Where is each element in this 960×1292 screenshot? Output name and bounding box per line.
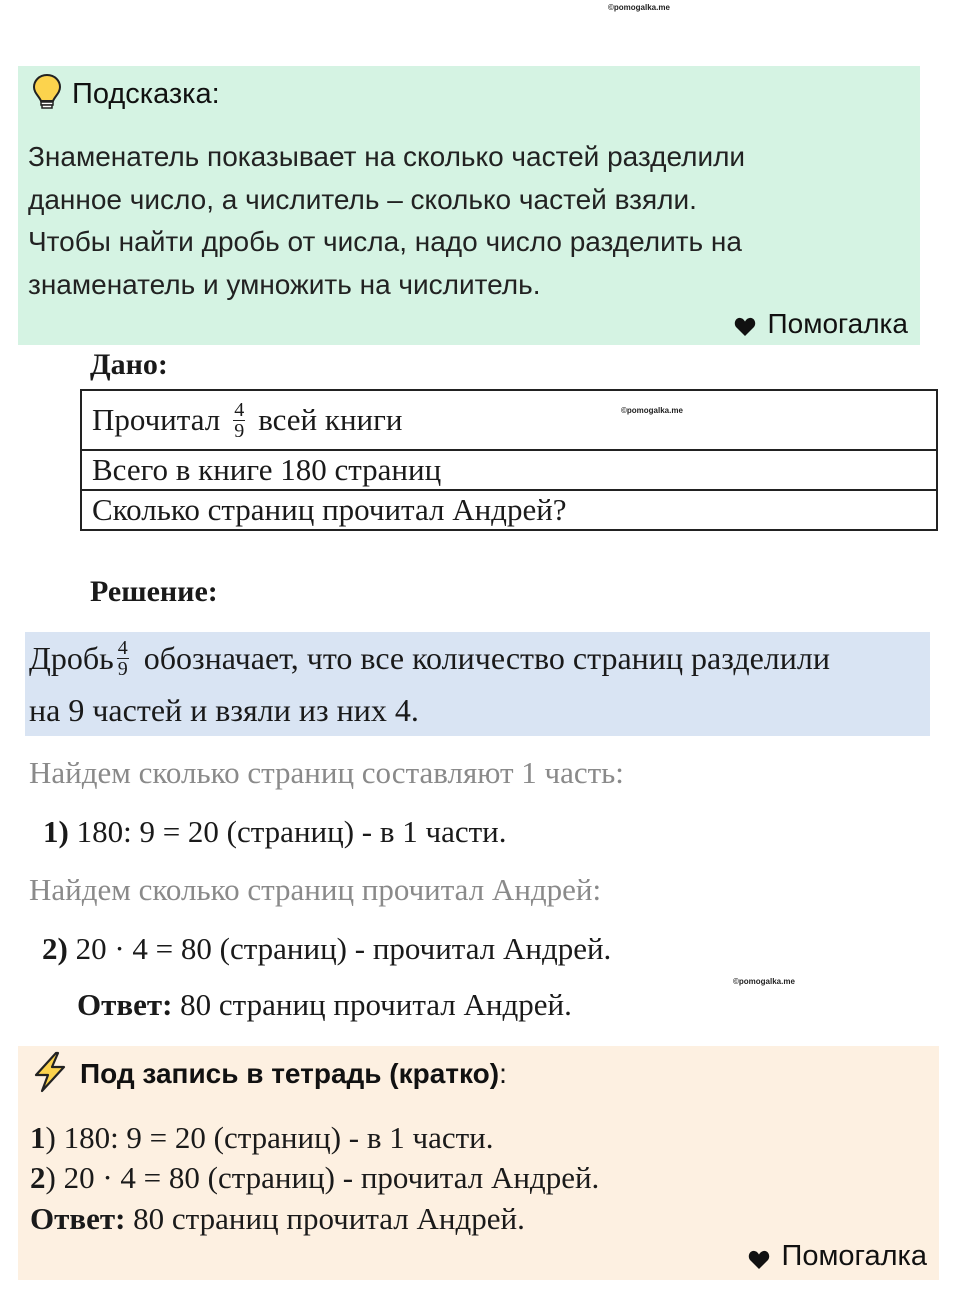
- answer-text: 80 страниц прочитал Андрей.: [125, 1201, 525, 1236]
- watermark-answer: ©pomogalka.me: [733, 977, 795, 986]
- heart-icon: [734, 313, 756, 335]
- hint-header: [32, 74, 220, 114]
- hint-line: Знаменатель показывает на сколько частей разделили: [28, 141, 746, 172]
- fraction-denominator: 9: [117, 658, 128, 680]
- hint-text: [28, 136, 908, 306]
- step-text: 180: 9 = 20 (страниц) - в 1 части.: [68, 814, 507, 849]
- notebook-brand: [748, 1240, 927, 1273]
- notebook-line-2: [30, 1160, 599, 1196]
- hint-box: [18, 66, 920, 345]
- step-number: 1): [43, 814, 69, 849]
- step-number: 2: [30, 1160, 46, 1195]
- given-row-question: Сколько страниц прочитал Андрей?: [92, 492, 567, 527]
- notebook-line-3: [30, 1201, 525, 1237]
- watermark-top: ©pomogalka.me: [608, 3, 670, 12]
- hint-line: знаменатель и умножить на числитель.: [28, 268, 541, 300]
- given-row-total: Всего в книге 180 страниц: [82, 451, 936, 491]
- hint-line: данное число, а числитель – сколько частей взяли.: [28, 183, 697, 215]
- explanation-text: обозначает, что все количество страниц разделили: [143, 640, 830, 676]
- fraction-numerator: 4: [117, 637, 128, 659]
- fraction: [116, 638, 130, 679]
- step-1: [43, 814, 507, 850]
- solution-label: Решение:: [90, 575, 218, 608]
- heart-icon: [748, 1246, 770, 1268]
- given-row-read: [82, 391, 936, 451]
- answer-text: 80 страниц прочитал Андрей.: [172, 987, 572, 1022]
- brand-label: Помогалка: [781, 1240, 927, 1272]
- hint-brand: [734, 308, 908, 340]
- step-number: 2): [42, 931, 68, 966]
- explanation-line: на 9 частей и взяли из них 4.: [29, 692, 419, 728]
- step-text: ) 180: 9 = 20 (страниц) - в 1 части.: [45, 1120, 494, 1155]
- fraction-denominator: 9: [234, 419, 245, 442]
- lightbulb-icon: [32, 73, 62, 116]
- step-2: [42, 931, 611, 967]
- fraction: [232, 400, 246, 441]
- hint-line: Чтобы найти дробь от числа, надо число разделить на: [28, 226, 742, 257]
- watermark-table: ©pomogalka.me: [621, 406, 683, 415]
- hint-title: Подсказка:: [72, 77, 220, 110]
- answer: [77, 987, 572, 1023]
- step-hint: Найдем сколько страниц составляют 1 часть:: [29, 755, 624, 790]
- brand-label: Помогалка: [767, 308, 908, 339]
- given-row-text: всей книги: [258, 402, 403, 437]
- notebook-title-text: Под запись в тетрадь (кратко): [80, 1058, 500, 1089]
- notebook-title: [80, 1058, 507, 1090]
- given-row-text: Прочитал: [92, 402, 221, 437]
- explanation-text: Дробь: [29, 640, 114, 676]
- notebook-header: [30, 1052, 507, 1096]
- step-text: 20 · 4 = 80 (страниц) - прочитал Андрей.: [67, 931, 612, 966]
- step-text: ) 20 · 4 = 80 (страниц) - прочитал Андрей.: [45, 1160, 600, 1195]
- notebook-box: [18, 1046, 939, 1280]
- explanation-line: [29, 638, 830, 679]
- answer-label: Ответ:: [30, 1201, 126, 1236]
- step-hint: Найдем сколько страниц прочитал Андрей:: [29, 872, 602, 907]
- answer-label: Ответ:: [77, 987, 173, 1022]
- explanation-box: [25, 632, 930, 736]
- given-label: Дано:: [90, 348, 168, 381]
- notebook-title-colon: :: [499, 1058, 507, 1089]
- notebook-line-1: [30, 1120, 494, 1156]
- step-number: 1: [30, 1120, 46, 1155]
- fraction-numerator: 4: [234, 398, 245, 421]
- lightning-icon: [30, 1051, 70, 1098]
- given-table: [80, 389, 938, 531]
